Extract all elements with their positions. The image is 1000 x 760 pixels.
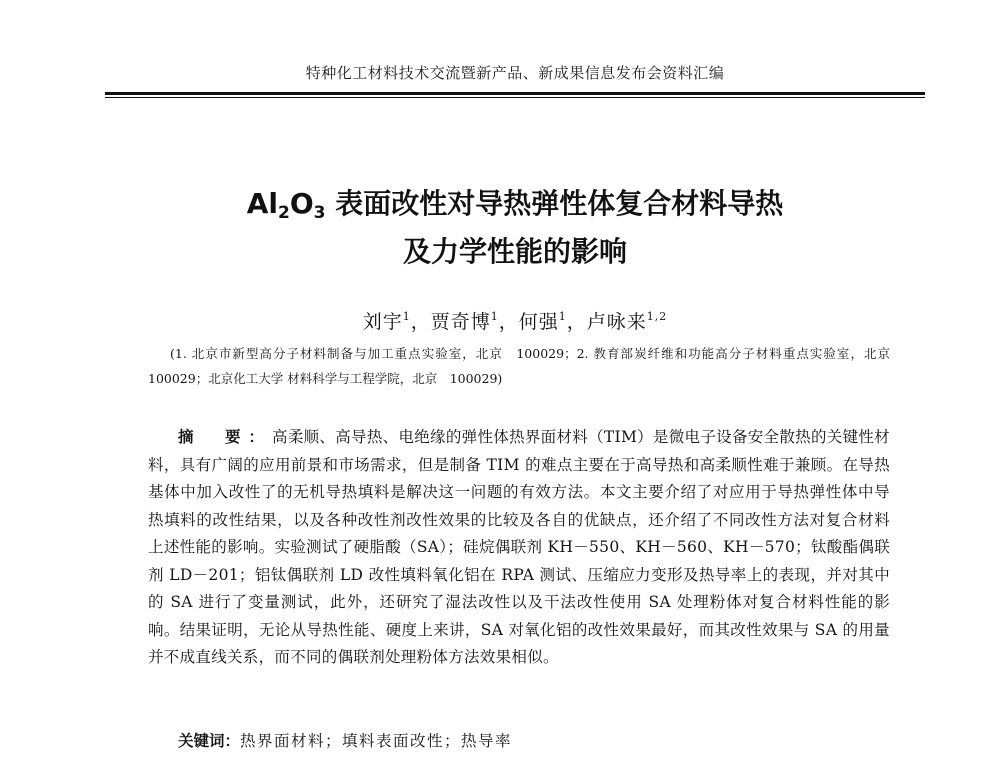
author: 贾奇博$^1$	[430, 310, 499, 333]
title-line-1: $Al_2O_3$ 表面改性对导热弹性体复合材料导热	[246, 187, 784, 223]
keywords-text: 热界面材料；填料表面改性；热导率	[240, 732, 513, 750]
header-rule-thin	[105, 97, 925, 98]
author-list: 刘宇$^1$，贾奇博$^1$，何强$^1$，卢咏来$^{1,2}$	[362, 310, 668, 333]
abstract	[148, 424, 890, 672]
keywords	[178, 729, 512, 751]
author: 何强$^1$	[518, 310, 567, 333]
author: 刘宇$^1$	[362, 310, 411, 333]
keywords-label: 关键词：	[178, 732, 241, 750]
affiliation: (1. 北京市新型高分子材料制备与加工重点实验室，北京 100029；2. 教育部炭纤维和功能高分子材料重点实验室，北京 100029；北京化工大学 材料科学与工程学院，北京 100029)	[148, 346, 903, 386]
abstract-label: 摘 要：	[178, 428, 273, 446]
header-rule-thick	[105, 92, 925, 95]
author: 卢咏来$^{1,2}$	[586, 310, 668, 333]
title-line-2: 及力学性能的影响	[402, 235, 627, 268]
running-header: 特种化工材料技术交流暨新产品、新成果信息发布会资料汇编	[305, 64, 725, 82]
abstract-text: 高柔顺、高导热、电绝缘的弹性体热界面材料（TIM）是微电子设备安全散热的关键性材料，具有广阔的应用前景和市场需求，但是制备 TIM 的难点主要在于高导热和高柔顺性难于兼顾。在导热基体中加入改性了的无机导热填料是解决这一问题的有效方法。本文主要介绍了对应用于导热弹性体中导热填料的改性结果，以及各种改性剂改性效果的比较及各自的优缺点，还介绍了不同改性方法对复合材料上述性能的影响。实验测试了硬脂酸（SA）；硅烷偶联剂 KH－550、KH－560、KH－570；钛酸酯偶联剂 LD－201；铝钛偶联剂 LD 改性填料氧化铝在 RPA 测试、压缩应力变形及热导率上的表现，并对其中的 SA 进行了变量测试，此外，还研究了湿法改性以及干法改性使用 SA 处理粉体对复合材料性能的影响。结果证明，无论从导热性能、硬度上来讲，SA 对氧化铝的改性效果最好，而其改性效果与 SA 的用量并不成直线关系，而不同的偶联剂处理粉体方法效果相似。	[148, 428, 890, 666]
paper-title	[105, 180, 925, 276]
